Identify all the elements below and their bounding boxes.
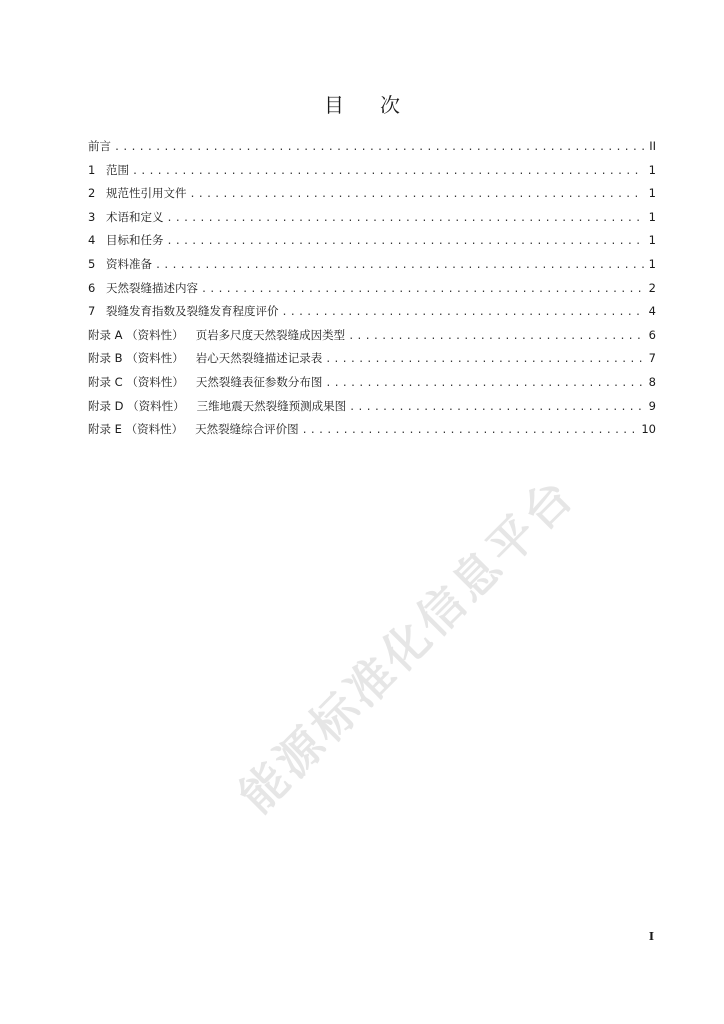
toc-item-label: 三维地震天然裂缝预测成果图	[196, 398, 347, 413]
toc-item-page: II	[649, 139, 656, 153]
toc-appendix-prefix: 附录 D （资料性）	[88, 398, 185, 413]
toc-item-label: 天然裂缝综合评价图	[195, 422, 299, 437]
toc-item-data-preparation[interactable]	[88, 256, 656, 280]
toc-leader-dots	[201, 284, 644, 295]
toc-item-number: 2	[88, 186, 96, 201]
toc-item-fracture-index-evaluation[interactable]	[88, 303, 656, 327]
page-number: I	[648, 930, 654, 943]
toc-leader-dots	[155, 260, 644, 271]
toc-leader-dots	[282, 307, 645, 318]
toc-item-label: 目标和任务	[106, 233, 164, 248]
toc-item-number: 4	[88, 233, 96, 248]
toc-item-page: 1	[648, 162, 656, 177]
toc-leader-dots	[167, 213, 645, 224]
toc-item-appendix-c[interactable]	[88, 374, 656, 398]
toc-item-page: 1	[648, 256, 656, 271]
toc-item-page: 7	[648, 351, 656, 366]
toc-leader-dots	[190, 189, 645, 200]
toc-item-label: 页岩多尺度天然裂缝成因类型	[195, 327, 346, 342]
title-char-2: 次	[380, 93, 400, 118]
toc-item-label: 前言	[88, 139, 111, 153]
toc-leader-dots	[132, 166, 644, 177]
toc-item-label: 裂缝发育指数及裂缝发育程度评价	[106, 304, 279, 319]
toc-item-page: 9	[648, 398, 656, 413]
toc-item-label: 资料准备	[106, 256, 152, 271]
toc-item-number: 5	[88, 256, 96, 271]
toc-appendix-prefix: 附录 E （资料性）	[88, 422, 184, 437]
title-char-1: 目	[324, 93, 344, 118]
toc-leader-dots	[325, 378, 644, 389]
toc-appendix-prefix: 附录 C （资料性）	[88, 374, 184, 389]
toc-appendix-prefix: 附录 A （资料性）	[88, 327, 184, 342]
toc-item-foreword[interactable]	[88, 138, 656, 162]
toc-item-page: 4	[648, 304, 656, 319]
toc-item-appendix-a[interactable]	[88, 327, 656, 351]
toc-item-appendix-e[interactable]	[88, 421, 656, 445]
toc-item-label: 范围	[106, 162, 129, 177]
toc-item-page: 1	[648, 233, 656, 248]
toc-item-number: 1	[88, 162, 96, 177]
toc-item-page: 6	[648, 327, 656, 342]
toc-item-page: 2	[648, 280, 656, 295]
toc-item-page: 1	[648, 209, 656, 224]
toc-leader-dots	[167, 236, 645, 247]
toc-item-page: 8	[648, 374, 656, 389]
toc-leader-dots	[302, 425, 638, 436]
toc-item-label: 术语和定义	[106, 209, 164, 224]
toc-leader-dots	[325, 354, 644, 365]
toc-leader-dots	[349, 402, 644, 413]
toc-item-label: 岩心天然裂缝描述记录表	[195, 351, 323, 366]
toc-item-number: 7	[88, 304, 96, 319]
toc-item-objectives-tasks[interactable]	[88, 232, 656, 256]
toc-item-fracture-description[interactable]	[88, 280, 656, 304]
toc-leader-dots	[114, 142, 644, 153]
toc-item-label: 天然裂缝描述内容	[106, 280, 198, 295]
watermark: 能源标准化信息平台	[228, 466, 586, 824]
table-of-contents	[88, 138, 656, 445]
toc-item-label: 天然裂缝表征参数分布图	[195, 374, 323, 389]
toc-leader-dots	[348, 331, 644, 342]
toc-item-number: 6	[88, 280, 96, 295]
toc-item-appendix-b[interactable]	[88, 350, 656, 374]
page-title	[0, 89, 724, 118]
toc-item-number: 3	[88, 209, 96, 224]
toc-item-page: 10	[641, 422, 656, 437]
toc-appendix-prefix: 附录 B （资料性）	[88, 351, 184, 366]
toc-item-terms-definitions[interactable]	[88, 209, 656, 233]
toc-item-appendix-d[interactable]	[88, 398, 656, 422]
toc-item-page: 1	[648, 186, 656, 201]
toc-item-normative-references[interactable]	[88, 185, 656, 209]
toc-item-label: 规范性引用文件	[106, 186, 187, 201]
toc-item-scope[interactable]	[88, 162, 656, 186]
